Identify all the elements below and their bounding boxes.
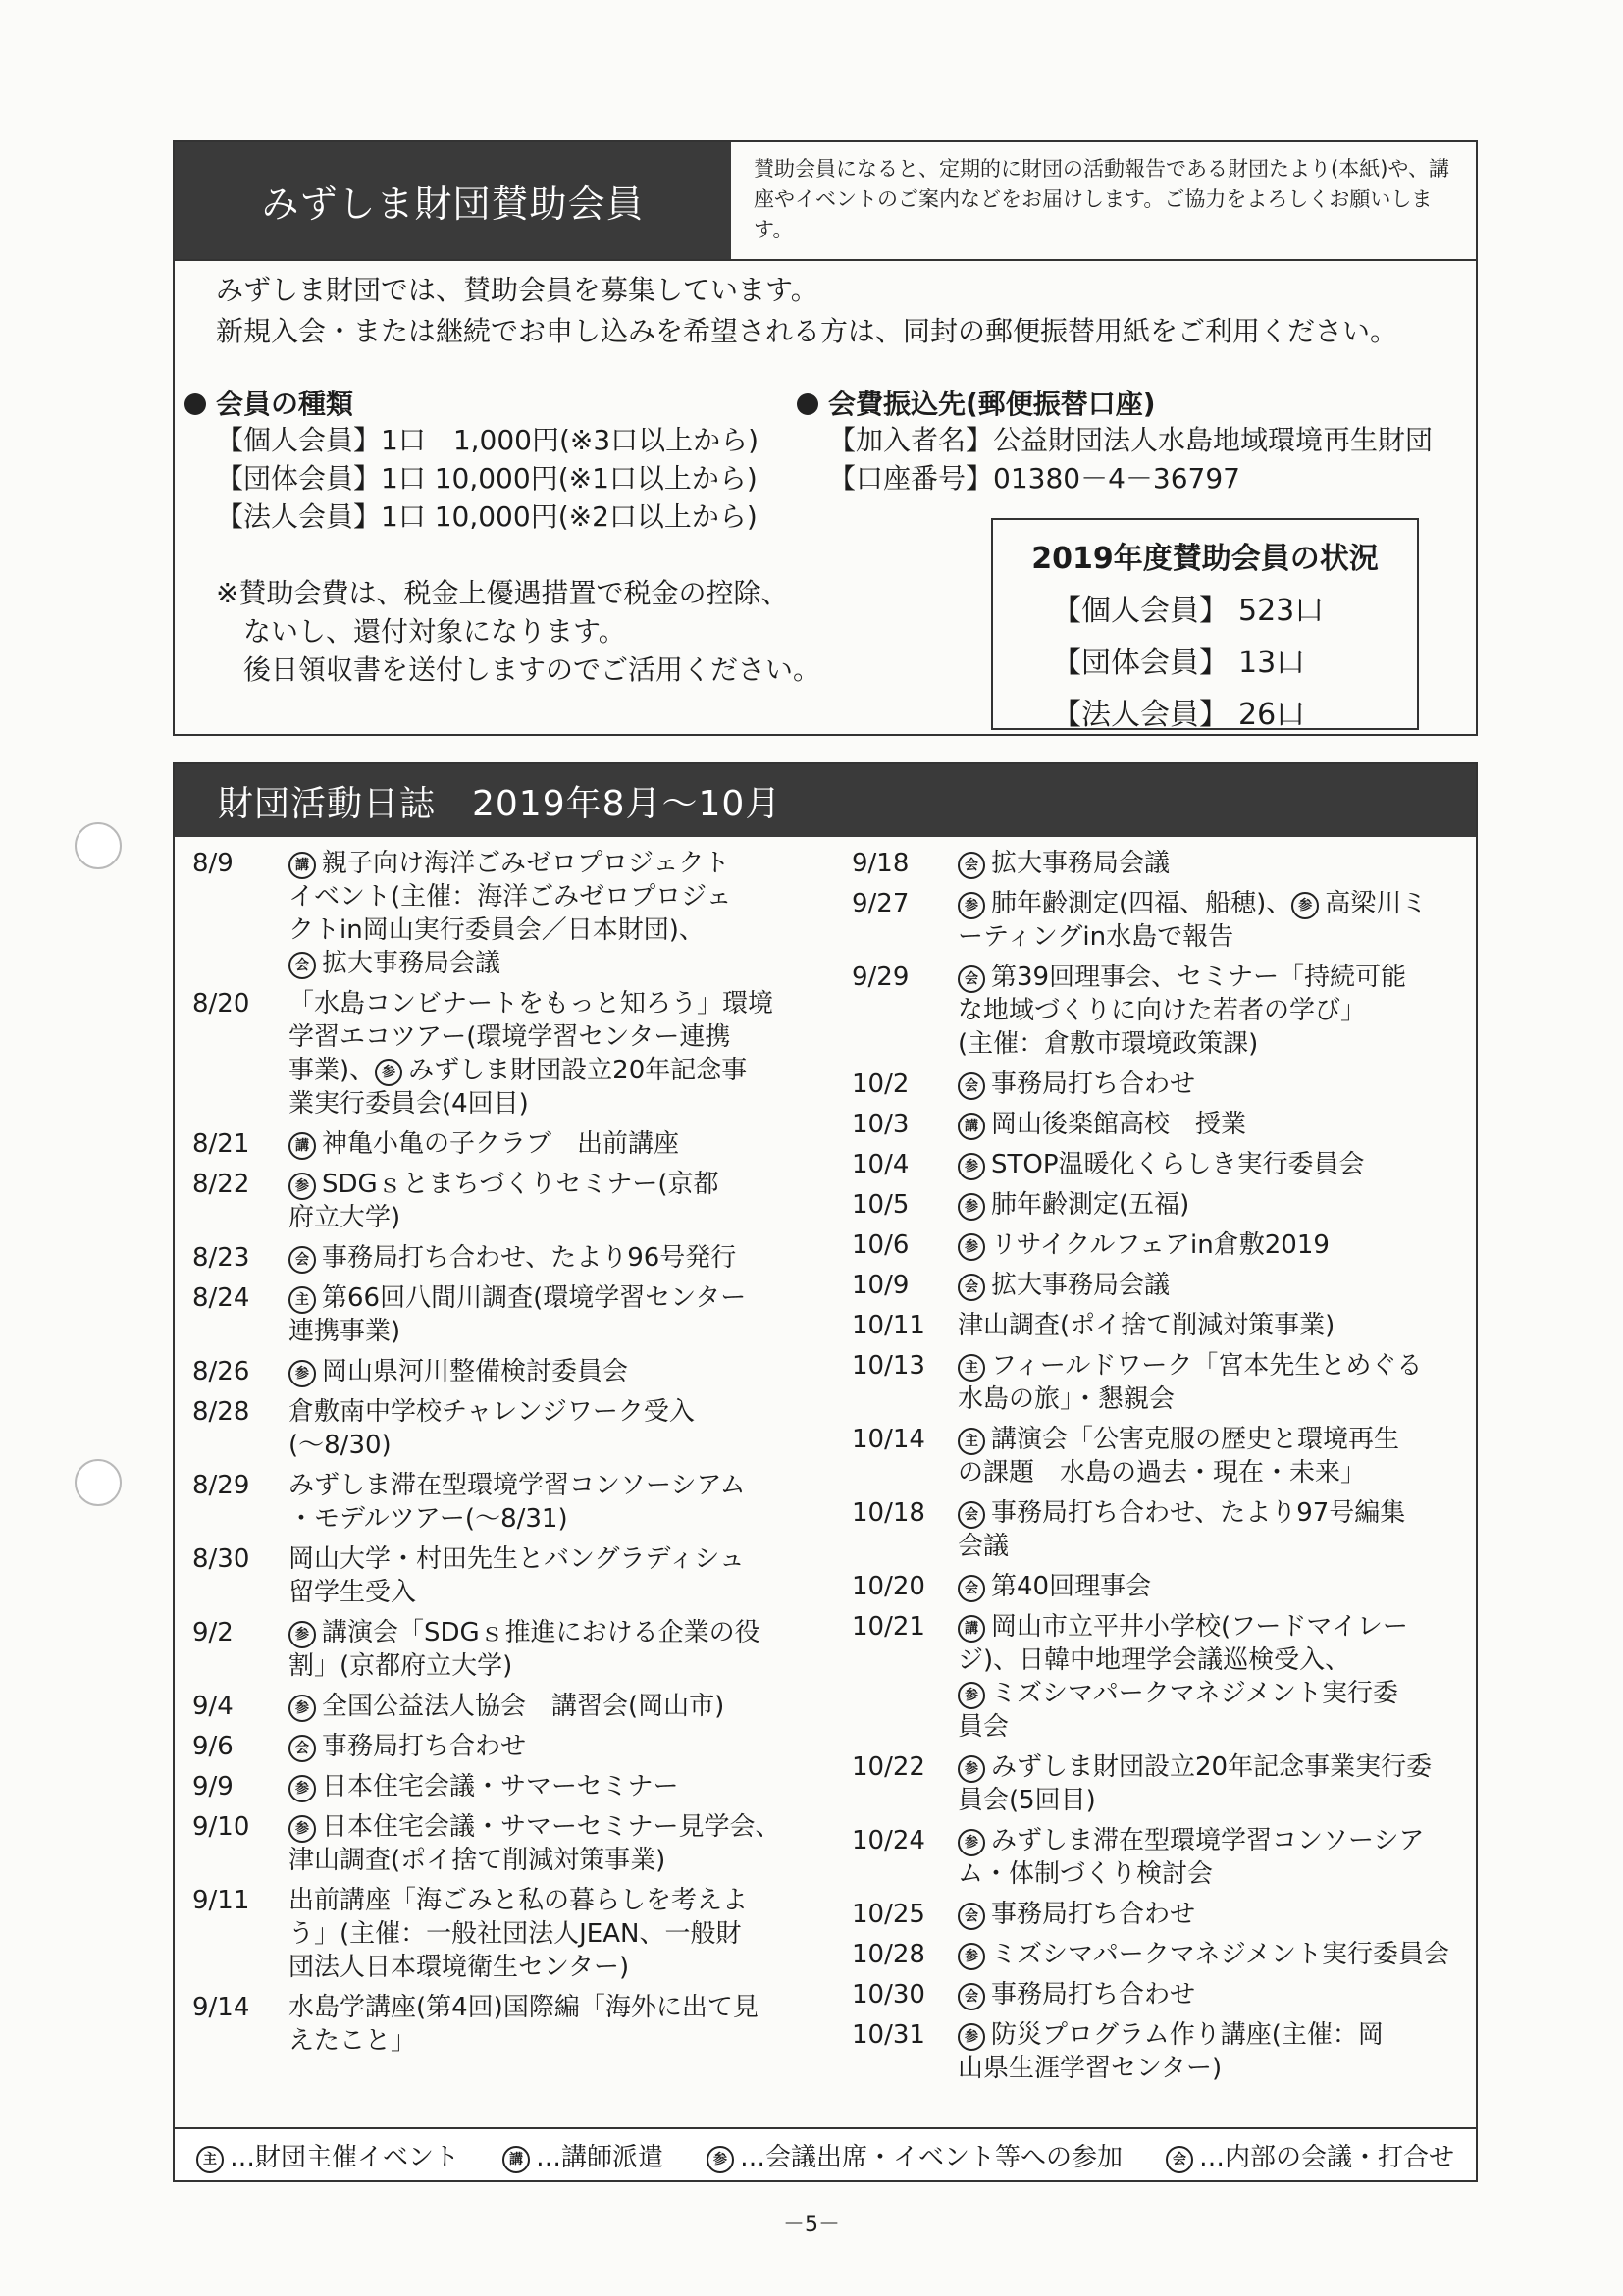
log-date: 8/29 [192, 1471, 250, 1500]
meeting-mark-icon: 会 [958, 1903, 985, 1930]
log-text [288, 1395, 820, 1462]
log-text [288, 1168, 820, 1234]
lecturer-mark-icon: 講 [288, 1132, 316, 1160]
status-value: 26口 [1238, 698, 1306, 732]
log-date: 8/20 [192, 989, 250, 1018]
log-text [958, 1228, 1460, 1262]
status-category: 【法人会員】 [1052, 698, 1229, 732]
punch-hole-top [75, 822, 122, 869]
log-line: 参 肺年齢測定(四福、船穂)、 参 高梁川ミ [958, 887, 1460, 920]
bullet-icon [184, 393, 206, 415]
meeting-mark-icon: 会 [958, 1072, 985, 1100]
supporter-divider [175, 259, 1476, 261]
log-date: 10/31 [852, 2020, 925, 2050]
log-line: 参 全国公益法人協会 講習会(岡山市) [288, 1690, 820, 1723]
log-line: 講 岡山後楽館高校 授業 [958, 1108, 1460, 1141]
log-line: ジ)、日韓中地理学会議巡検受入、 [958, 1645, 1351, 1675]
status-row [993, 638, 1417, 681]
meeting-mark-icon: 会 [288, 1735, 316, 1762]
log-text [958, 1148, 1460, 1181]
participation-mark-icon: 参 [288, 1173, 316, 1200]
log-text [958, 887, 1460, 954]
log-text [288, 1690, 820, 1723]
punch-hole-bottom [75, 1459, 122, 1506]
participation-mark-icon: 参 [958, 1943, 985, 1970]
participation-mark-icon: 参 [375, 1059, 402, 1086]
meeting-mark-icon: 会 [958, 852, 985, 879]
log-line: 会 拡大事務局会議 [288, 947, 820, 980]
log-line: ・モデルツアー(～8/31) [288, 1504, 568, 1534]
status-category: 【個人会員】 [1052, 594, 1229, 628]
log-line: 会 事務局打ち合わせ [958, 1068, 1460, 1101]
log-line: 会 事務局打ち合わせ [288, 1730, 820, 1763]
log-text [288, 1241, 820, 1275]
log-line: 「水島コンビナートをもっと知ろう」環境 [288, 989, 774, 1018]
log-text [288, 1355, 820, 1388]
account-info [828, 421, 1433, 497]
status-title: 2019年度賛助会員の状況 [1031, 542, 1379, 576]
log-line: 員会(5回目) [958, 1786, 1096, 1815]
log-line: 参 みずしま滞在型環境学習コンソーシア [958, 1824, 1460, 1857]
log-line: 府立大学) [288, 1203, 401, 1232]
log-line: 参 岡山県河川整備検討委員会 [288, 1355, 820, 1388]
supporter-title: みずしま財団賛助会員 [175, 142, 731, 259]
log-line: 会議 [958, 1532, 1010, 1561]
participation-mark-icon: 参 [288, 1621, 316, 1648]
type-item: 【法人会員】1口 10,000円(※2口以上から) [216, 500, 758, 533]
status-row [993, 586, 1417, 629]
log-line: 講 親子向け海洋ごみゼロプロジェクト [288, 847, 820, 880]
log-line: 会 拡大事務局会議 [958, 1269, 1460, 1302]
log-date: 9/2 [192, 1618, 234, 1647]
host-mark-icon: 主 [958, 1428, 985, 1455]
meeting-mark-icon: 会 [958, 965, 985, 993]
log-line: 津山調査(ポイ捨て削減対策事業) [958, 1311, 1335, 1340]
log-date: 8/9 [192, 849, 234, 878]
log-line: 員会 [958, 1712, 1010, 1742]
log-line: 会 事務局打ち合わせ [958, 1978, 1460, 2011]
log-line: 会 拡大事務局会議 [958, 847, 1460, 880]
bullet-icon [797, 393, 818, 415]
log-text [958, 1188, 1460, 1222]
log-line: 会 第39回理事会、セミナー「持続可能 [958, 961, 1460, 994]
types-list [216, 421, 759, 536]
account-line: 【口座番号】01380－4－36797 [828, 462, 1240, 495]
participation-mark-icon: 参 [288, 1360, 316, 1387]
log-text [958, 1750, 1460, 1817]
log-line: 参 日本住宅会議・サマーセミナー見学会、 [288, 1810, 820, 1844]
participation-mark-icon: 参 [1291, 892, 1319, 919]
log-text [958, 1108, 1460, 1141]
meeting-mark-icon: 会 [958, 1274, 985, 1301]
log-line: 参 リサイクルフェアin倉敷2019 [958, 1228, 1460, 1262]
lecturer-mark-icon: 講 [288, 852, 316, 879]
legend-item: 参 …会議出席・イベント等への参加 [707, 2137, 1123, 2173]
participation-mark-icon: 参 [958, 1682, 985, 1709]
log-line: 岡山大学・村田先生とバングラディシュ [288, 1544, 745, 1574]
meeting-mark-icon: 会 [1166, 2146, 1193, 2173]
log-date: 10/9 [852, 1271, 910, 1300]
participation-mark-icon: 参 [958, 1755, 985, 1783]
log-date: 10/6 [852, 1230, 910, 1260]
lead-line: みずしま財団では、賛助会員を募集しています。 [216, 274, 818, 306]
log-line: クトin岡山実行委員会／日本財団)、 [288, 915, 705, 945]
log-line: 講 岡山市立平井小学校(フードマイレー [958, 1610, 1460, 1644]
log-line: 参 STOP温暖化くらしき実行委員会 [958, 1148, 1460, 1181]
log-line: 参 肺年齢測定(五福) [958, 1188, 1460, 1222]
account-heading: 会費振込先(郵便振替口座) [797, 383, 1156, 422]
log-line: 参 日本住宅会議・サマーセミナー [288, 1770, 820, 1803]
log-text [288, 987, 820, 1121]
log-line: 学習エコツアー(環境学習センター連携 [288, 1022, 731, 1052]
log-line: 参 講演会「SDGｓ推進における企業の役 [288, 1616, 820, 1649]
log-line: 留学生受入 [288, 1578, 417, 1607]
log-text [288, 1810, 820, 1877]
type-item: 【個人会員】1口 1,000円(※3口以上から) [216, 424, 759, 456]
status-value: 13口 [1238, 646, 1306, 680]
meeting-mark-icon: 会 [958, 1575, 985, 1602]
host-mark-icon: 主 [196, 2146, 224, 2173]
participation-mark-icon: 参 [958, 892, 985, 919]
log-text [958, 1824, 1460, 1891]
log-text [958, 1423, 1460, 1489]
log-date: 9/14 [192, 1993, 250, 2022]
meeting-mark-icon: 会 [958, 1983, 985, 2010]
type-item: 【団体会員】1口 10,000円(※1口以上から) [216, 462, 758, 495]
log-line: 参 防災プログラム作り講座(主催：岡 [958, 2018, 1460, 2052]
log-line: 参 ミズシマパークマネジメント実行委 [958, 1677, 1460, 1710]
log-text [288, 1281, 820, 1348]
log-date: 10/2 [852, 1070, 910, 1099]
log-text [288, 1542, 820, 1609]
log-date: 10/28 [852, 1940, 925, 1969]
note-line: ※賛助会費は、税金上優遇措置で税金の控除、 [216, 577, 789, 609]
activity-log-title: 財団活動日誌 2019年8月～10月 [175, 764, 1476, 837]
log-date: 8/23 [192, 1243, 250, 1273]
log-text [958, 1570, 1460, 1603]
legend-item: 主 …財団主催イベント [196, 2137, 459, 2173]
log-text [288, 1469, 820, 1536]
host-mark-icon: 主 [958, 1354, 985, 1382]
log-date: 10/14 [852, 1425, 925, 1454]
participation-mark-icon: 参 [288, 1815, 316, 1843]
log-line: ム・体制づくり検討会 [958, 1859, 1214, 1889]
log-date: 10/11 [852, 1311, 925, 1340]
lecturer-mark-icon: 講 [502, 2146, 530, 2173]
meeting-mark-icon: 会 [288, 1246, 316, 1274]
log-line: う」(主催：一般社団法人JEAN、一般財 [288, 1919, 742, 1949]
log-date: 8/21 [192, 1129, 250, 1159]
log-line: 主 フィールドワーク「宮本先生とめぐる [958, 1349, 1460, 1383]
log-line: ーティングin水島で報告 [958, 922, 1234, 952]
log-date: 9/10 [192, 1812, 250, 1842]
meeting-mark-icon: 会 [958, 1501, 985, 1529]
log-text [958, 1496, 1460, 1563]
log-line: 水島学講座(第4回)国際編「海外に出て見 [288, 1993, 759, 2022]
page-number: －5－ [783, 2213, 840, 2237]
log-line: 参 みずしま財団設立20年記念事業実行委 [958, 1750, 1460, 1784]
log-line: な地域づくりに向けた若者の学び」 [958, 996, 1367, 1025]
log-text [958, 1309, 1460, 1342]
log-date: 8/30 [192, 1544, 250, 1574]
log-date: 10/30 [852, 1980, 925, 2009]
log-line: 事業)、 参 みずしま財団設立20年記念事 [288, 1056, 748, 1085]
log-line: 津山調査(ポイ捨て削減対策事業) [288, 1846, 666, 1875]
log-date: 10/21 [852, 1612, 925, 1642]
log-date: 10/20 [852, 1572, 925, 1601]
member-status-box [991, 518, 1419, 730]
log-line: の課題 水島の過去・現在・未来」 [958, 1458, 1367, 1487]
log-date: 8/22 [192, 1170, 250, 1199]
log-line: 業実行委員会(4回目) [288, 1089, 529, 1119]
log-text [958, 1938, 1460, 1971]
log-line: 山県生涯学習センター) [958, 2054, 1223, 2083]
legend-item: 会 …内部の会議・打合せ [1166, 2137, 1454, 2173]
log-line: 講 神亀小亀の子クラブ 出前講座 [288, 1127, 820, 1161]
types-heading: 会員の種類 [184, 383, 353, 422]
lecturer-mark-icon: 講 [958, 1113, 985, 1140]
log-line: 割」(京都府立大学) [288, 1651, 513, 1681]
note-line: ないし、還付対象になります。 [216, 615, 626, 648]
log-text [288, 847, 820, 980]
legend [173, 2127, 1478, 2182]
participation-mark-icon: 参 [958, 1153, 985, 1180]
log-text [958, 1610, 1460, 1744]
meeting-mark-icon: 会 [288, 952, 316, 979]
log-date: 9/29 [852, 963, 910, 992]
log-date: 10/13 [852, 1351, 925, 1381]
log-line: 出前講座「海ごみと私の暮らしを考えよ [288, 1886, 749, 1915]
log-date: 9/4 [192, 1692, 234, 1721]
log-date: 8/26 [192, 1357, 250, 1386]
log-line: 参 SDGｓとまちづくりセミナー(京都 [288, 1168, 820, 1201]
log-date: 9/18 [852, 849, 910, 878]
activity-log-section [173, 762, 1478, 2154]
log-date: 8/24 [192, 1283, 250, 1313]
log-text [958, 1349, 1460, 1416]
participation-mark-icon: 参 [958, 1193, 985, 1221]
log-text [288, 1730, 820, 1763]
log-text [958, 1269, 1460, 1302]
log-text [958, 2018, 1460, 2085]
note-line: 後日領収書を送付しますのでご活用ください。 [216, 653, 821, 686]
log-line: 水島の旅」・懇親会 [958, 1384, 1176, 1414]
log-line: 会 事務局打ち合わせ [958, 1898, 1460, 1931]
participation-mark-icon: 参 [707, 2146, 734, 2173]
lecturer-mark-icon: 講 [958, 1615, 985, 1643]
log-text [288, 1884, 820, 1984]
status-row [993, 690, 1417, 733]
log-text [288, 1127, 820, 1161]
participation-mark-icon: 参 [958, 1233, 985, 1261]
log-line: イベント(主催：海洋ごみゼロプロジェ [288, 882, 732, 912]
log-date: 9/9 [192, 1772, 234, 1801]
log-line: 参 ミズシマパークマネジメント実行委員会 [958, 1938, 1460, 1971]
log-date: 10/22 [852, 1752, 925, 1782]
account-line: 【加入者名】公益財団法人水島地域環境再生財団 [828, 424, 1434, 456]
log-text [288, 1770, 820, 1803]
log-date: 9/27 [852, 889, 910, 918]
log-line: 連携事業) [288, 1317, 401, 1346]
participation-mark-icon: 参 [288, 1695, 316, 1722]
host-mark-icon: 主 [288, 1286, 316, 1314]
log-date: 10/3 [852, 1110, 910, 1139]
log-line: 会 事務局打ち合わせ、たより97号編集 [958, 1496, 1460, 1530]
log-date: 8/28 [192, 1397, 250, 1427]
tax-note [216, 574, 820, 689]
log-line: (主催：倉敷市環境政策課) [958, 1029, 1259, 1059]
log-line: 主 第66回八間川調査(環境学習センター [288, 1281, 820, 1315]
supporter-lead [216, 270, 1397, 352]
legend-item: 講 …講師派遣 [502, 2137, 663, 2173]
log-text [958, 1978, 1460, 2011]
supporter-intro: 賛助会員になると、定期的に財団の活動報告である財団たより(本紙)や、講座やイベントのご案内などをお届けします。ご協力をよろしくお願いします。 [754, 157, 1449, 241]
participation-mark-icon: 参 [958, 1829, 985, 1856]
log-date: 10/18 [852, 1498, 925, 1528]
log-text [958, 1898, 1460, 1931]
log-line: えたこと」 [288, 2026, 417, 2056]
participation-mark-icon: 参 [958, 2023, 985, 2051]
supporter-section [173, 140, 1478, 736]
log-text [958, 847, 1460, 880]
log-text [288, 1616, 820, 1683]
log-line: (～8/30) [288, 1431, 392, 1460]
log-line: 会 事務局打ち合わせ、たより96号発行 [288, 1241, 820, 1275]
log-date: 9/11 [192, 1886, 250, 1915]
log-line: 倉敷南中学校チャレンジワーク受入 [288, 1397, 695, 1427]
log-date: 9/6 [192, 1732, 234, 1761]
status-category: 【団体会員】 [1052, 646, 1229, 680]
log-date: 10/5 [852, 1190, 910, 1220]
log-text [958, 961, 1460, 1061]
log-date: 10/24 [852, 1826, 925, 1855]
log-line: 主 講演会「公害克服の歴史と環境再生 [958, 1423, 1460, 1456]
log-line: 団法人日本環境衛生センター) [288, 1953, 630, 1982]
log-date: 10/4 [852, 1150, 910, 1179]
log-line: 会 第40回理事会 [958, 1570, 1460, 1603]
log-date: 10/25 [852, 1900, 925, 1929]
status-value: 523口 [1238, 594, 1325, 628]
participation-mark-icon: 参 [288, 1775, 316, 1802]
log-line: みずしま滞在型環境学習コンソーシアム [288, 1471, 746, 1500]
log-text [288, 1991, 820, 2058]
lead-line: 新規入会・または継続でお申し込みを希望される方は、同封の郵便振替用紙をご利用ください。 [216, 315, 1398, 347]
log-text [958, 1068, 1460, 1101]
